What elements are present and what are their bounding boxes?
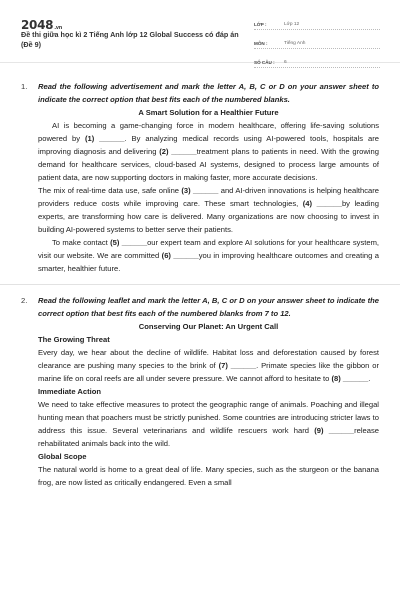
meta-value-question-count: 6 xyxy=(284,60,287,65)
section-heading: Immediate Action xyxy=(38,387,102,396)
blank-9: (9) ______ xyxy=(314,426,355,435)
passage-paragraph xyxy=(38,346,379,385)
section-heading: The Growing Threat xyxy=(38,335,110,344)
passage-title: Conserving Our Planet: An Urgent Call xyxy=(138,322,279,331)
blank-5: (5) ______ xyxy=(110,238,148,247)
text-run: AI is becoming a game-changing force in modern healthcare, offering life-saving solutions powered by xyxy=(38,121,379,143)
section-divider xyxy=(0,284,400,285)
text-run: by leading experts, are transforming how care is delivered. Many organizations are now choosing to invest in building AI-powered systems to better serve their patients. xyxy=(38,199,379,234)
logo-suffix-text: .vn xyxy=(54,25,63,31)
blank-2: (2) ______ xyxy=(159,147,197,156)
meta-label-question-count: SỐ CÂU : xyxy=(254,60,275,65)
passage-paragraph xyxy=(38,398,379,450)
text-run: To make contact xyxy=(52,238,111,247)
blank-1: (1) ______ xyxy=(84,134,125,143)
meta-label-class: LỚP : xyxy=(254,22,267,27)
passage-paragraph: The natural world is home to a great deal of life. Many species, such as the sturgeon or the banana frog, are now listed as critically endangered. Even a small xyxy=(38,465,379,487)
question-2 xyxy=(0,294,400,489)
meta-label-subject: MÔN : xyxy=(254,41,268,46)
blank-3: (3) ______ xyxy=(181,186,219,195)
question-number: 2. xyxy=(21,296,28,305)
passage-paragraph xyxy=(38,184,379,236)
passage-paragraph xyxy=(38,236,379,275)
text-run: . Primate species like the gibbon or marine life on coral reefs are all under severe pressure. We cannot afford to hesitate to xyxy=(38,361,380,383)
document-content xyxy=(0,62,400,489)
meta-row-class xyxy=(254,16,380,30)
text-run: treatment plans to patients in need. With the growing demand for healthcare services, cloud-based AI systems, designed to process large amounts of patient data, are now supporting doctors in making faster, more accurate decisions. xyxy=(38,147,379,182)
blank-4: (4) ______ xyxy=(302,199,342,208)
passage-title: A Smart Solution for a Healthier Future xyxy=(138,108,279,117)
text-run: . By analyzing medical records using AI-powered tools, hospitals are improving diagnosis and delivering xyxy=(38,134,379,156)
meta-row-subject xyxy=(254,35,380,49)
page-header xyxy=(0,0,400,63)
question-number: 1. xyxy=(21,82,28,91)
document-title: Đề thi giữa học kì 2 Tiếng Anh lớp 12 Global Success có đáp án (Đề 9) xyxy=(21,30,239,49)
text-run: The mix of real-time data use, safe online xyxy=(38,186,182,195)
blank-6: (6) ______ xyxy=(161,251,199,260)
meta-value-class: Lớp 12 xyxy=(284,22,300,27)
section-heading: Global Scope xyxy=(38,452,87,461)
meta-value-subject: Tiếng Anh xyxy=(284,41,306,46)
text-run: and AI-driven innovations is helping healthcare providers reduce costs while improving care. These smart technologies, xyxy=(38,186,379,208)
question-instruction: Read the following advertisement and mark the letter A, B, C or D on your answer sheet to indicate the correct option that best fits each of the numbered blanks. xyxy=(38,82,379,104)
text-run: release rehabilitated animals back into the wild. xyxy=(38,426,379,448)
blank-7: (7) ______ xyxy=(218,361,257,370)
passage-paragraph xyxy=(38,119,379,184)
text-run: We need to take effective measures to protect the geographic range of animals. Poaching and illegal hunting mean that poachers must be strictly punished. Some countries are introducing stricter laws to address this issue. Several veterinarians and wildlife rescuers work hard xyxy=(38,400,379,435)
text-run: you in improving healthcare outcomes and creating a smarter, healthier future. xyxy=(38,251,380,273)
question-1 xyxy=(0,62,400,275)
logo-main-text: 2048 xyxy=(21,18,54,32)
text-run: our expert team and explore AI solutions for your healthcare system, visit our website. We are committed xyxy=(38,238,380,260)
question-instruction: Read the following leaflet and mark the letter A, B, C or D on your answer sheet to indicate the correct option that best fits each of the numbered blanks from 7 to 12. xyxy=(38,296,379,318)
text-run: . xyxy=(368,374,371,383)
text-run: Every day, we hear about the decline of wildlife. Habitat loss and deforestation caused by forest clearance are pushing many species to the brink of xyxy=(38,348,379,370)
blank-8: (8) ______ xyxy=(331,374,369,383)
